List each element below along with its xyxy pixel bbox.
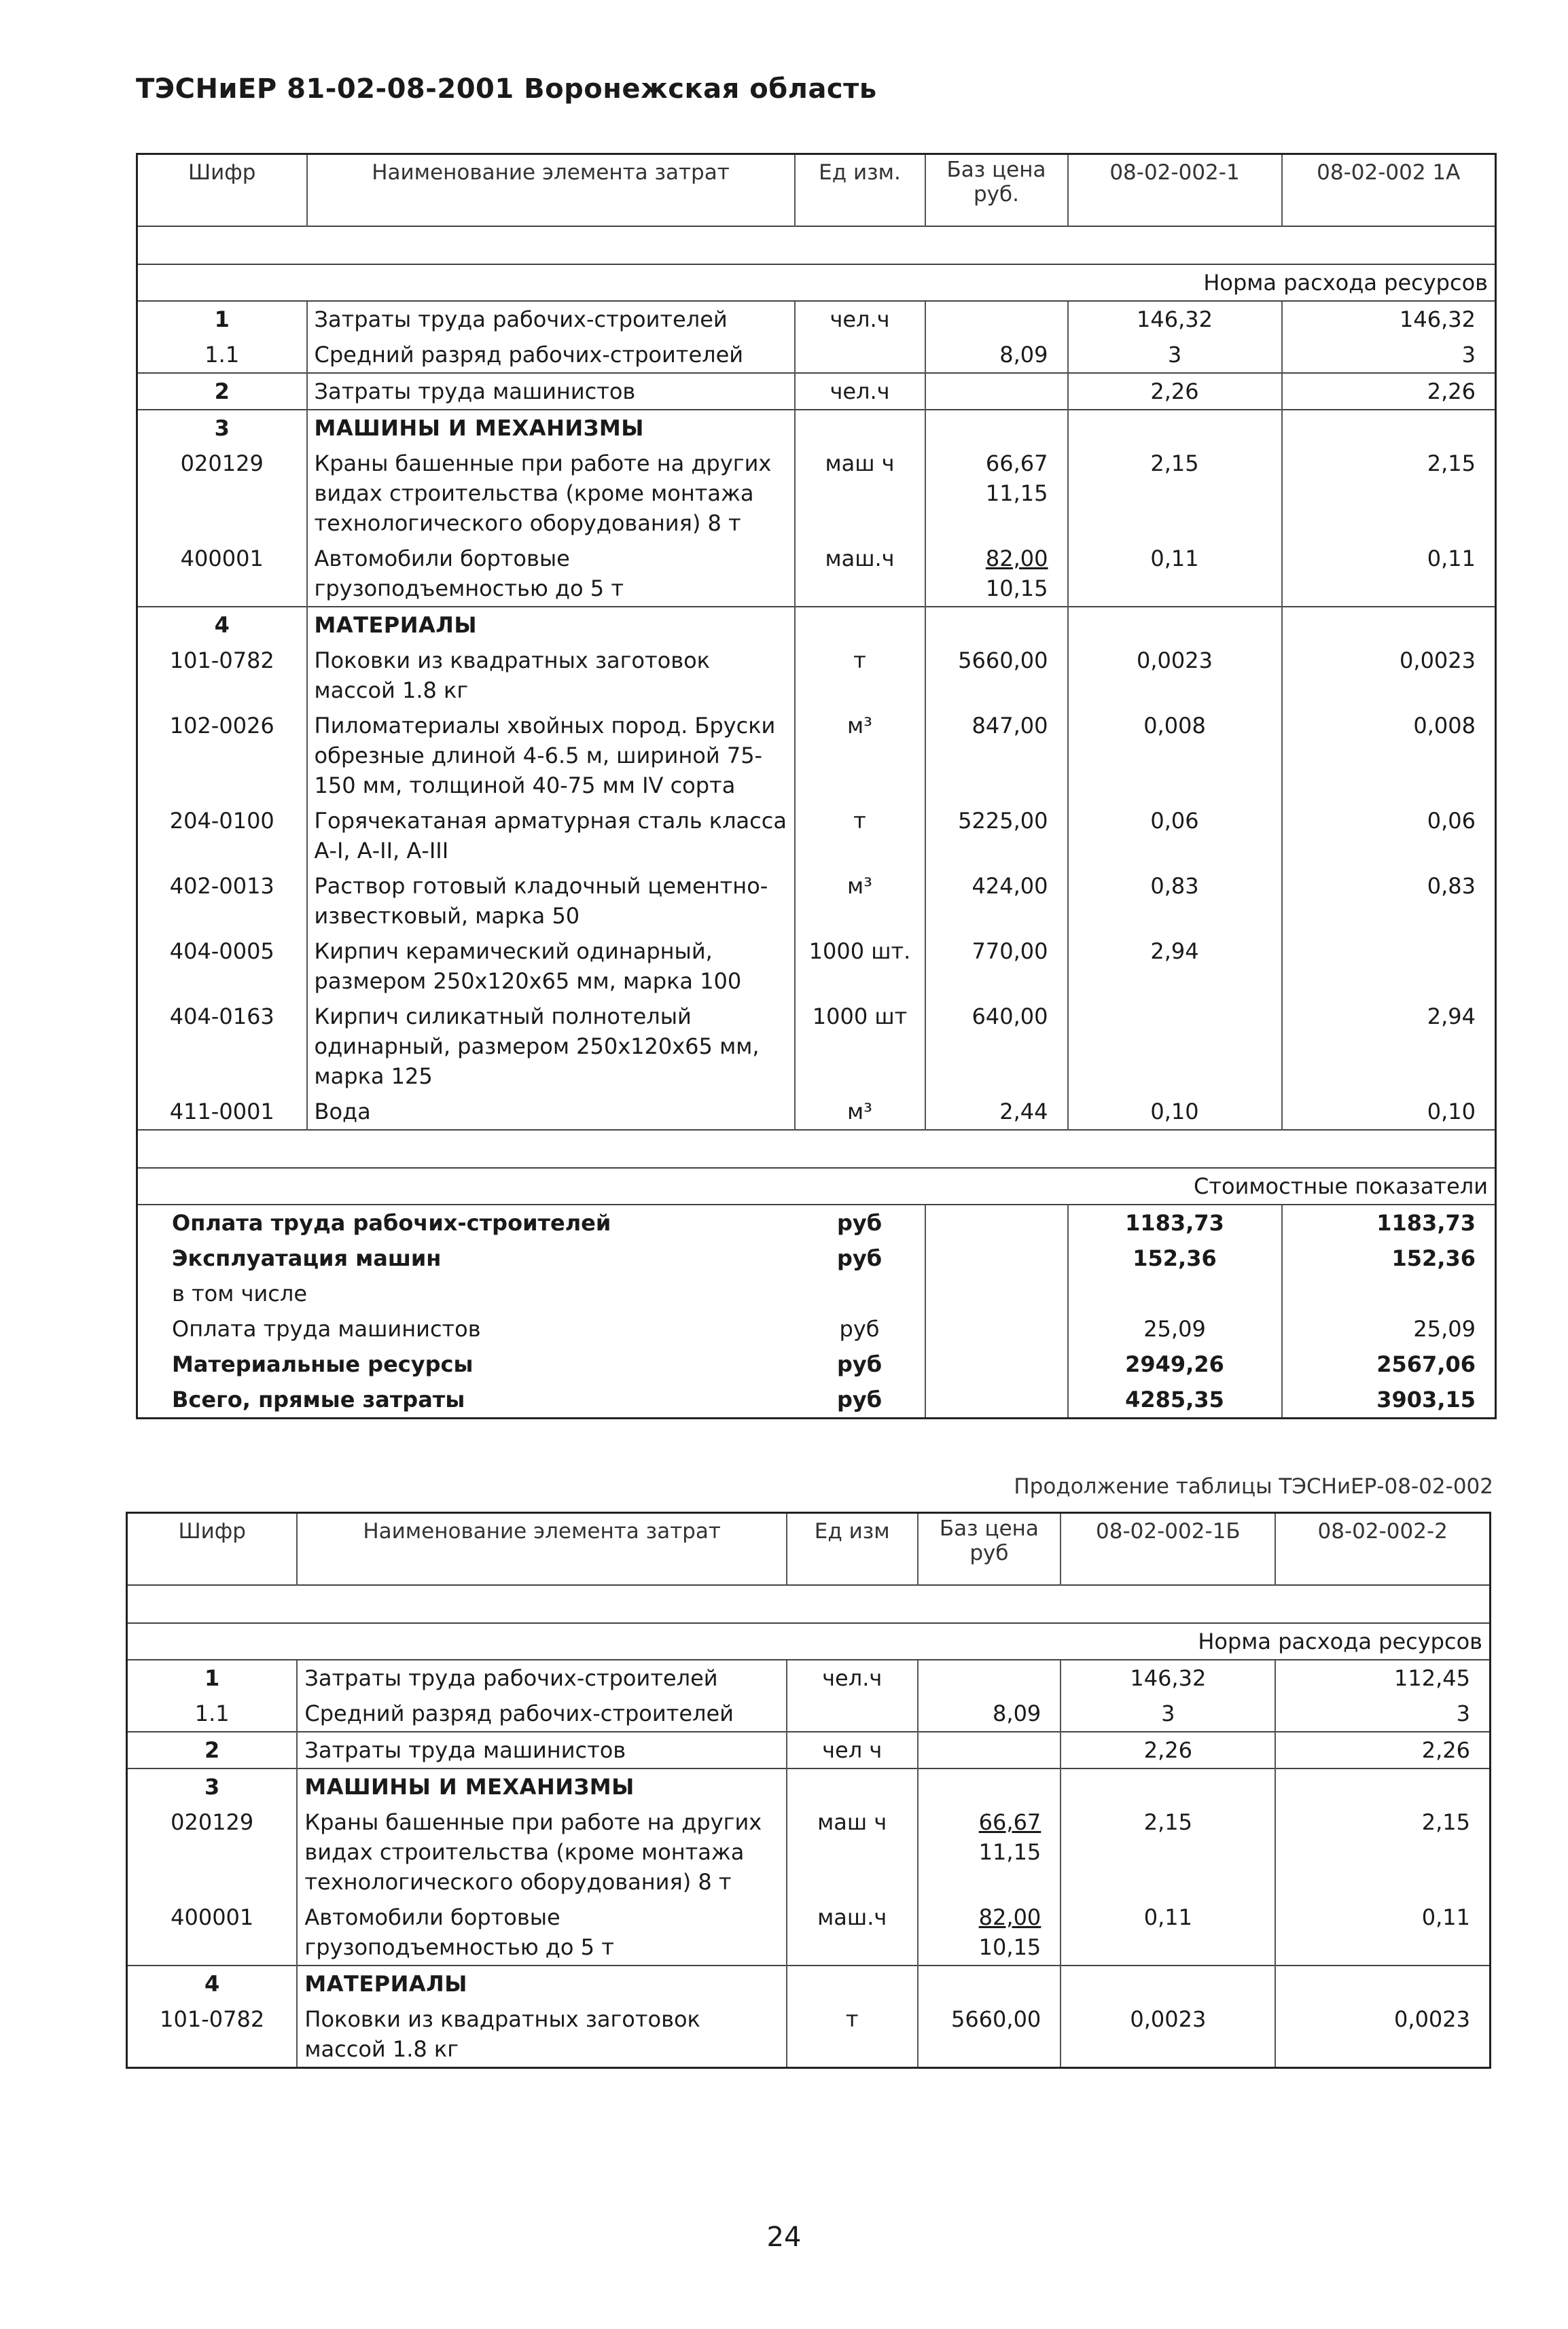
table-row: 1.1 Средний разряд рабочих-строителей 8,09 3 3 (127, 1696, 1491, 1732)
resource-norms-table-continued (126, 1512, 1491, 2069)
header-code: Шифр (188, 160, 256, 185)
norm-section-title: Норма расхода ресурсов (1061, 1623, 1490, 1660)
header-name: Наименование элемента затрат (297, 1513, 787, 1586)
header-name: Наименование элемента затрат (307, 154, 795, 227)
norm-section-title: Норма расхода ресурсов (1068, 264, 1496, 301)
table-row: 1 Затраты труда рабочих-строителей чел.ч 146,32 112,45 (127, 1660, 1491, 1696)
table-row: 101-0782 Поковки из квадратных заготовок массой 1.8 кг т 5660,00 0,0023 0,0023 (137, 643, 1496, 708)
continuation-caption: Продолжение таблицы ТЭСНиЕР-08-02-002 (1014, 1474, 1493, 1499)
cost-row: Оплата труда машинистов руб 25,09 25,09 (137, 1311, 1496, 1347)
table-row: 020129 Краны башенные при работе на других видах строительства (кроме монтажа технологического оборудования) 8 т маш ч 66,67 11,15 2,15 2,15 (137, 446, 1496, 541)
cost-section-title: Стоимостные показатели (1068, 1168, 1496, 1205)
cost-row: Материальные ресурсы руб 2949,26 2567,06 (137, 1347, 1496, 1382)
table-row: 411-0001 Вода м³ 2,44 0,10 0,10 (137, 1094, 1496, 1130)
header-norm-1: 08-02-002-1 (1068, 154, 1282, 227)
table-row: 1.1 Средний разряд рабочих-строителей 8,09 3 3 (137, 337, 1496, 373)
table-row: 020129 Краны башенные при работе на других видах строительства (кроме монтажа технологического оборудования) 8 т маш ч 66,67 11,15 2,15 2,15 (127, 1804, 1491, 1900)
cost-row: Эксплуатация машин руб 152,36 152,36 (137, 1241, 1496, 1276)
cost-row: в том числе (137, 1276, 1496, 1311)
header-norm-2: 08-02-002-2 (1275, 1513, 1490, 1586)
table-row: 2 Затраты труда машинистов чел.ч 2,26 2,26 (137, 373, 1496, 410)
resource-norms-table (136, 153, 1497, 1419)
header-unit: Ед изм. (795, 154, 925, 227)
table-row: 1 Затраты труда рабочих-строителей чел.ч 146,32 146,32 (137, 301, 1496, 337)
cost-row: Всего, прямые затраты руб 4285,35 3903,15 (137, 1382, 1496, 1419)
table-row: 101-0782 Поковки из квадратных заготовок массой 1.8 кг т 5660,00 0,0023 0,0023 (127, 2002, 1491, 2068)
table-row: 402-0013 Раствор готовый кладочный цементно-известковый, марка 50 м³ 424,00 0,83 0,83 (137, 868, 1496, 934)
table-row: 102-0026 Пиломатериалы хвойных пород. Бруски обрезные длиной 4-6.5 м, шириной 75-150 мм, толщиной 40-75 мм IV сорта м³ 847,00 0,008 0,008 (137, 708, 1496, 803)
table-row: 404-0163 Кирпич силикатный полнотелый одинарный, размером 250х120х65 мм, марка 125 1000 шт 640,00 2,94 (137, 999, 1496, 1094)
page-title: ТЭСНиЕР 81-02-08-2001 Воронежская область (136, 73, 877, 105)
table-row: 2 Затраты труда машинистов чел ч 2,26 2,26 (127, 1732, 1491, 1768)
cost-row: Оплата труда рабочих-строителей руб 1183,73 1183,73 (137, 1205, 1496, 1241)
page-number: 24 (766, 2222, 802, 2253)
section-row-materials: 4 МАТЕРИАЛЫ (137, 607, 1496, 643)
table-row: 204-0100 Горячекатаная арматурная сталь класса А-I, А-II, А-III т 5225,00 0,06 0,06 (137, 803, 1496, 868)
table-row: 404-0005 Кирпич керамический одинарный, размером 250х120х65 мм, марка 100 1000 шт. 770,00 2,94 (137, 934, 1496, 999)
section-row-materials: 4 МАТЕРИАЛЫ (127, 1966, 1491, 2002)
header-unit: Ед изм (787, 1513, 918, 1586)
header-base-price: Баз цена руб. (925, 154, 1068, 227)
table-header-row (137, 154, 1496, 227)
header-code: Шифр (178, 1519, 246, 1544)
header-norm-1: 08-02-002-1Б (1061, 1513, 1275, 1586)
table-header-row (127, 1513, 1491, 1586)
table-row: 400001 Автомобили бортовые грузоподъемностью до 5 т маш.ч 82,00 10,15 0,11 0,11 (127, 1900, 1491, 1966)
header-base-price: Баз цена руб (918, 1513, 1061, 1586)
table-row: 400001 Автомобили бортовые грузоподъемностью до 5 т маш.ч 82,00 10,15 0,11 0,11 (137, 541, 1496, 607)
section-row-machines: 3 МАШИНЫ И МЕХАНИЗМЫ (137, 410, 1496, 446)
header-norm-2: 08-02-002 1А (1282, 154, 1496, 227)
section-row-machines: 3 МАШИНЫ И МЕХАНИЗМЫ (127, 1768, 1491, 1804)
